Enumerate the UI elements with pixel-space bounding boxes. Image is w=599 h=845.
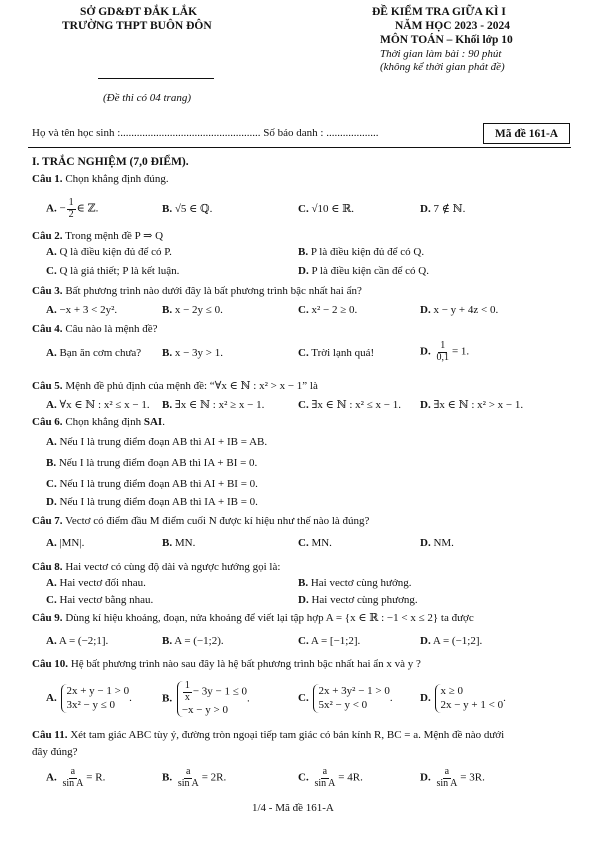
header-divider <box>98 78 214 79</box>
exam-title: ĐỀ KIỂM TRA GIỮA KÌ I <box>372 6 506 18</box>
q4-option-b[interactable]: B. x − 3y > 1. <box>162 347 224 359</box>
q4-option-c[interactable]: C. Trời lạnh quá! <box>298 347 375 359</box>
q5-option-b[interactable]: B. ∃x ∈ ℕ : x² ≥ x − 1. <box>162 399 265 411</box>
q7-option-d[interactable]: D. NM. <box>420 537 454 549</box>
q10-option-b[interactable]: B. $\frac{1}{x}$ − 3y − 1 ≤ 0 −x − y > 0 . <box>162 680 250 716</box>
system-brace: 2x + y − 1 > 0 3x² − y ≤ 0 <box>61 684 129 713</box>
system-brace: 2x + 3y² − 1 > 0 5x² − y < 0 <box>313 684 389 713</box>
q4-option-d[interactable]: D. $\frac{1}{0,1}$ = 1. <box>420 340 470 363</box>
q3-option-d[interactable]: D. x − y + 4z < 0. <box>420 304 499 316</box>
q9-option-c[interactable]: C. A = [−1;2]. <box>298 635 361 647</box>
q9-option-b[interactable]: B. A = (−1;2). <box>162 635 224 647</box>
time-limit: Thời gian làm bài : 90 phút <box>380 48 502 60</box>
q7-option-b[interactable]: B. MN. <box>162 537 196 549</box>
q2-option-a[interactable]: A. Q là điều kiện đủ để có P. <box>46 246 172 258</box>
subject: MÔN TOÁN – Khối lớp 10 <box>380 34 513 46</box>
question-5: Câu 5. Mệnh đề phủ định của mệnh đề: “∀x ∈ ℕ : x² > x − 1” là <box>32 380 318 392</box>
q1-option-a[interactable]: A. − $\frac{1}{2}$ ∈ ℤ. <box>46 197 99 220</box>
time-note: (không kể thời gian phát đề) <box>380 61 505 73</box>
question-1: Câu 1. Chọn khẳng định đúng. <box>32 173 169 185</box>
q11-option-b[interactable]: B. $\frac{a}{\text{sin A}}$ = 2R. <box>162 766 227 789</box>
q1-option-b[interactable]: B. √5 ∈ ℚ. <box>162 203 213 215</box>
exam-code-box <box>483 123 570 144</box>
fraction: $\frac{a}{\text{sin A}}$ <box>177 766 199 789</box>
q4-option-a[interactable]: A. Bạn ăn cơm chưa? <box>46 347 142 359</box>
question-10: Câu 10. Hệ bất phương trình nào sau đây là hệ bất phương trình bậc nhất hai ẩn x và y ? <box>32 658 421 670</box>
q11-option-a[interactable]: A. $\frac{a}{\text{sin A}}$ = R. <box>46 766 106 789</box>
q8-option-d[interactable]: D. Hai vectơ cùng phương. <box>298 594 418 606</box>
q9-option-d[interactable]: D. A = (−1;2]. <box>420 635 483 647</box>
dept-name: SỞ GD&ĐT ĐẮK LẮK <box>80 6 198 18</box>
q10-option-a[interactable]: A. 2x + y − 1 > 0 3x² − y ≤ 0 . <box>46 685 132 712</box>
q2-option-b[interactable]: B. P là điều kiện đủ để có Q. <box>298 246 425 258</box>
q1-option-d[interactable]: D. 7 ∉ ℕ. <box>420 203 466 215</box>
q6-option-d[interactable]: D. Nếu I là trung điểm đoạn AB thì IA + IB = 0. <box>46 496 258 508</box>
q8-option-c[interactable]: C. Hai vectơ bằng nhau. <box>46 594 154 606</box>
school-year: NĂM HỌC 2023 - 2024 <box>395 20 510 32</box>
system-brace: x ≥ 0 2x − y + 1 < 0 <box>435 684 503 713</box>
pages-note: (Đề thi có 04 trang) <box>103 92 191 104</box>
question-8: Câu 8. Hai vectơ có cùng độ dài và ngược hướng gọi là: <box>32 561 281 573</box>
question-2: Câu 2. Trong mệnh đề P ⇒ Q <box>32 230 164 242</box>
q1-option-c[interactable]: C. √10 ∈ ℝ. <box>298 203 355 215</box>
q11-option-c[interactable]: C. $\frac{a}{\text{sin A}}$ = 4R. <box>298 766 363 789</box>
q5-option-c[interactable]: C. ∃x ∈ ℕ : x² ≤ x − 1. <box>298 399 401 411</box>
exam-code: Mã đề 161-A <box>494 127 559 140</box>
question-11-cont: đây đúng? <box>32 746 78 758</box>
fraction: $\frac{1}{x}$ <box>184 680 190 703</box>
section-divider <box>28 147 571 148</box>
q5-option-a[interactable]: A. ∀x ∈ ℕ : x² ≤ x − 1. <box>46 399 150 411</box>
fraction: $\frac{a}{\text{sin A}}$ <box>314 766 336 789</box>
q8-option-a[interactable]: A. Hai vectơ đối nhau. <box>46 577 146 589</box>
page-footer: 1/4 - Mã đề 161-A <box>252 802 334 814</box>
q6-option-a[interactable]: A. Nếu I là trung điểm đoạn AB thì AI + IB = AB. <box>46 436 268 448</box>
q3-option-c[interactable]: C. x² − 2 ≥ 0. <box>298 304 358 316</box>
school-name: TRƯỜNG THPT BUÔN ĐÔN <box>62 20 212 32</box>
question-7: Câu 7. Vectơ có điểm đầu M điểm cuối N được kí hiệu như thế nào là đúng? <box>32 515 370 527</box>
question-9: Câu 9. Dùng kí hiệu khoảng, đoạn, nửa khoảng để viết lại tập hợp A = {x ∈ ℝ : −1 < x ≤ 2} ta được <box>32 612 474 624</box>
q6-option-b[interactable]: B. Nếu I là trung điểm đoạn AB thì IA + BI = 0. <box>46 457 258 469</box>
question-3: Câu 3. Bất phương trình nào dưới đây là bất phương trình bậc nhất hai ẩn? <box>32 285 362 297</box>
q2-option-d[interactable]: D. P là điều kiện cần để có Q. <box>298 265 429 277</box>
q10-option-c[interactable]: C. 2x + 3y² − 1 > 0 5x² − y < 0 . <box>298 685 393 712</box>
question-4: Câu 4. Câu nào là mệnh đề? <box>32 323 158 335</box>
fraction: $\frac{a}{\text{sin A}}$ <box>62 766 84 789</box>
fraction: $\frac{a}{\text{sin A}}$ <box>436 766 458 789</box>
section-title: I. TRẮC NGHIỆM (7,0 ĐIỂM). <box>32 156 189 168</box>
question-11: Câu 11. Xét tam giác ABC tùy ý, đường tròn ngoại tiếp tam giác có bán kính R, BC = a. Mệnh đề nào dưới <box>32 729 505 741</box>
fraction: $\frac{1}{0,1}$ <box>436 340 449 363</box>
student-info-line[interactable]: Họ và tên học sinh :................................................... Số báo danh : ................... <box>32 127 379 139</box>
q2-option-c[interactable]: C. Q là giả thiết; P là kết luận. <box>46 265 180 277</box>
q11-option-d[interactable]: D. $\frac{a}{\text{sin A}}$ = 3R. <box>420 766 485 789</box>
question-6: Câu 6. Chọn khẳng định SAI. <box>32 416 165 428</box>
q6-option-c[interactable]: C. Nếu I là trung điểm đoạn AB thì AI + BI = 0. <box>46 478 258 490</box>
system-brace: $\frac{1}{x}$ − 3y − 1 ≤ 0 −x − y > 0 <box>177 681 247 717</box>
fraction: $\frac{1}{2}$ <box>68 197 74 220</box>
q7-option-a[interactable]: A. |MN|. <box>46 537 85 549</box>
q3-option-a[interactable]: A. −x + 3 < 2y². <box>46 304 118 316</box>
q3-option-b[interactable]: B. x − 2y ≤ 0. <box>162 304 223 316</box>
q8-option-b[interactable]: B. Hai vectơ cùng hướng. <box>298 577 412 589</box>
q10-option-d[interactable]: D. x ≥ 0 2x − y + 1 < 0 . <box>420 685 506 712</box>
q9-option-a[interactable]: A. A = (−2;1]. <box>46 635 109 647</box>
q7-option-c[interactable]: C. MN. <box>298 537 332 549</box>
q5-option-d[interactable]: D. ∃x ∈ ℕ : x² > x − 1. <box>420 399 524 411</box>
